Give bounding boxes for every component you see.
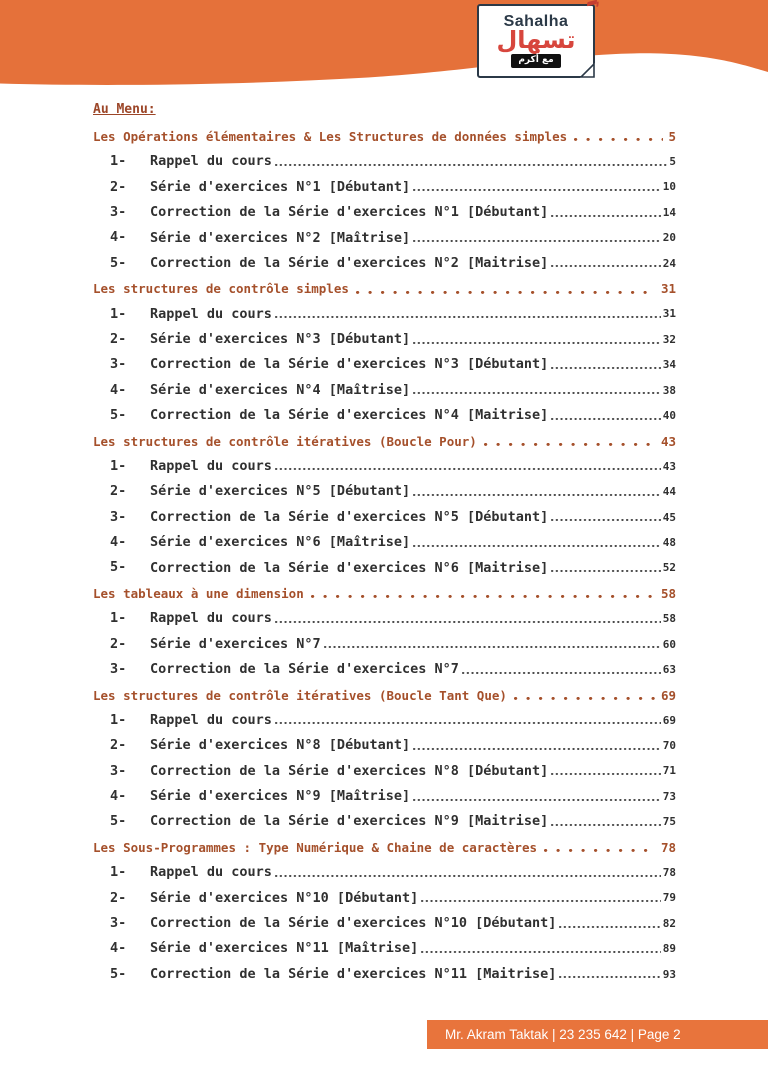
dot-leader bbox=[558, 970, 660, 982]
toc-item[interactable] bbox=[93, 350, 676, 375]
dot-leader bbox=[550, 767, 660, 779]
toc-item[interactable] bbox=[93, 807, 676, 832]
toc-item-label: Correction de la Série d'exercices N°5 [Débutant] bbox=[150, 508, 549, 525]
page-number: 78 bbox=[660, 839, 676, 855]
toc-section-heading[interactable] bbox=[93, 832, 676, 857]
toc-item-label: Correction de la Série d'exercices N°2 [Maitrise] bbox=[150, 254, 549, 271]
toc-item[interactable] bbox=[93, 705, 676, 730]
page-number: 75 bbox=[662, 815, 676, 829]
page-number: 58 bbox=[660, 586, 676, 602]
toc-item-label: Correction de la Série d'exercices N°8 [Débutant] bbox=[150, 762, 549, 779]
dot-leader bbox=[412, 487, 661, 499]
dot-leader bbox=[550, 563, 660, 575]
page-number: 40 bbox=[662, 408, 676, 422]
dot-leader bbox=[412, 233, 661, 245]
toc-item[interactable] bbox=[93, 934, 676, 959]
toc-item-label: Rappel du cours bbox=[150, 610, 272, 627]
dot-leader bbox=[309, 589, 656, 601]
dot-leader bbox=[550, 513, 660, 525]
dot-leader bbox=[512, 690, 656, 702]
toc-item-number: 2- bbox=[110, 178, 127, 195]
toc-item[interactable] bbox=[93, 528, 676, 553]
toc-item-label: Rappel du cours bbox=[150, 458, 272, 475]
page-number: 73 bbox=[662, 789, 676, 803]
dot-leader bbox=[412, 741, 661, 753]
toc-item-number: 5- bbox=[110, 407, 127, 424]
page-number: 24 bbox=[662, 256, 676, 270]
toc-item[interactable] bbox=[93, 629, 676, 654]
brand-logo bbox=[477, 4, 595, 78]
page-number: 10 bbox=[662, 180, 676, 194]
dot-leader bbox=[274, 462, 661, 474]
toc-item-label: Correction de la Série d'exercices N°9 [Maitrise] bbox=[150, 813, 549, 830]
toc-item[interactable] bbox=[93, 553, 676, 578]
toc-item[interactable] bbox=[93, 299, 676, 324]
toc-item[interactable] bbox=[93, 502, 676, 527]
toc-item[interactable] bbox=[93, 731, 676, 756]
toc-item[interactable] bbox=[93, 248, 676, 273]
dot-leader bbox=[550, 208, 660, 220]
page-number: 38 bbox=[662, 383, 676, 397]
toc-item-number: 3- bbox=[110, 203, 127, 220]
page-number: 44 bbox=[662, 485, 676, 499]
page-curl-icon bbox=[580, 63, 595, 78]
toc-item-number: 5- bbox=[110, 559, 127, 576]
toc-item-number: 4- bbox=[110, 381, 127, 398]
toc-item[interactable] bbox=[93, 223, 676, 248]
toc-item-number: 3- bbox=[110, 660, 127, 677]
toc-item[interactable] bbox=[93, 375, 676, 400]
toc-item-label: Correction de la Série d'exercices N°7 bbox=[150, 661, 459, 678]
dot-leader bbox=[550, 259, 660, 271]
page-number: 31 bbox=[662, 307, 676, 321]
toc-item-number: 3- bbox=[110, 508, 127, 525]
dot-leader bbox=[274, 310, 661, 322]
toc-item[interactable] bbox=[93, 401, 676, 426]
toc-item-number: 4- bbox=[110, 229, 127, 246]
dot-leader bbox=[420, 894, 661, 906]
toc-section-title: Les structures de contrôle itératives (Boucle Pour) bbox=[93, 433, 477, 449]
toc-section-title: Les tableaux à une dimension bbox=[93, 586, 304, 602]
toc-item-number: 1- bbox=[110, 457, 127, 474]
toc-item-number: 4- bbox=[110, 787, 127, 804]
toc-section-title: Les Opérations élémentaires & Les Structures de données simples bbox=[93, 129, 568, 145]
toc-item-number: 1- bbox=[110, 864, 127, 881]
dot-leader bbox=[558, 919, 660, 931]
toc-section-title: Les structures de contrôle simples bbox=[93, 281, 349, 297]
page-number: 79 bbox=[662, 891, 676, 905]
toc-item-number: 1- bbox=[110, 610, 127, 627]
brand-name: Sahalha bbox=[503, 13, 569, 31]
toc-section-title: Les structures de contrôle itératives (Boucle Tant Que) bbox=[93, 687, 507, 703]
toc-item-number: 2- bbox=[110, 889, 127, 906]
toc-item-number: 4- bbox=[110, 940, 127, 957]
toc-item-label: Correction de la Série d'exercices N°4 [Maitrise] bbox=[150, 407, 549, 424]
toc-item-number: 5- bbox=[110, 965, 127, 982]
toc-item-label: Rappel du cours bbox=[150, 305, 272, 322]
toc-item-number: 3- bbox=[110, 914, 127, 931]
toc-title: Au Menu: bbox=[93, 102, 156, 118]
toc-item[interactable] bbox=[93, 959, 676, 984]
toc-item-label: Rappel du cours bbox=[150, 153, 272, 170]
page-number: 89 bbox=[662, 942, 676, 956]
page-number: 45 bbox=[662, 510, 676, 524]
page-number: 71 bbox=[662, 764, 676, 778]
page-number: 58 bbox=[662, 612, 676, 626]
page-number: 60 bbox=[662, 637, 676, 651]
toc-item-number: 1- bbox=[110, 711, 127, 728]
dot-leader bbox=[550, 360, 660, 372]
dot-leader bbox=[274, 716, 661, 728]
page-number: 82 bbox=[662, 916, 676, 930]
dot-leader bbox=[412, 792, 661, 804]
toc-item-number: 1- bbox=[110, 153, 127, 170]
toc-item-label: Rappel du cours bbox=[150, 864, 272, 881]
footer-text: Mr. Akram Taktak | 23 235 642 | Page 2 bbox=[445, 1027, 681, 1042]
page-number: 34 bbox=[662, 358, 676, 372]
page-number: 5 bbox=[669, 155, 676, 169]
toc-item-label: Série d'exercices N°9 [Maîtrise] bbox=[150, 788, 411, 805]
dot-leader bbox=[323, 640, 661, 652]
footer-bar bbox=[427, 1020, 768, 1049]
toc-section-heading[interactable] bbox=[93, 274, 676, 299]
page-number: 69 bbox=[662, 713, 676, 727]
toc-item-number: 5- bbox=[110, 254, 127, 271]
toc-section-title: Les Sous-Programmes : Type Numérique & Chaine de caractères bbox=[93, 839, 538, 855]
toc-section-heading[interactable] bbox=[93, 121, 676, 146]
graduation-cap-icon bbox=[587, 0, 597, 6]
toc-item-label: Série d'exercices N°1 [Débutant] bbox=[150, 178, 411, 195]
page-number: 43 bbox=[662, 459, 676, 473]
brand-name-arabic: تسهال bbox=[496, 26, 576, 55]
brand-badge: مع أكرم bbox=[511, 54, 560, 68]
toc-item-label: Rappel du cours bbox=[150, 711, 272, 728]
toc-item-label: Correction de la Série d'exercices N°6 [Maitrise] bbox=[150, 559, 549, 576]
toc-item[interactable] bbox=[93, 604, 676, 629]
toc-item[interactable] bbox=[93, 909, 676, 934]
dot-leader bbox=[550, 411, 660, 423]
toc-item-label: Série d'exercices N°10 [Débutant] bbox=[150, 889, 419, 906]
toc-item-number: 3- bbox=[110, 356, 127, 373]
toc-section-heading[interactable] bbox=[93, 680, 676, 705]
toc-item[interactable] bbox=[93, 655, 676, 680]
toc-item-label: Série d'exercices N°11 [Maîtrise] bbox=[150, 940, 419, 957]
toc-item[interactable] bbox=[93, 172, 676, 197]
toc-item-label: Série d'exercices N°8 [Débutant] bbox=[150, 737, 411, 754]
toc-item[interactable] bbox=[93, 325, 676, 350]
toc-item-label: Série d'exercices N°3 [Débutant] bbox=[150, 331, 411, 348]
page-number: 78 bbox=[662, 866, 676, 880]
toc-item-number: 2- bbox=[110, 737, 127, 754]
dot-leader bbox=[572, 132, 663, 144]
page-number: 93 bbox=[662, 967, 676, 981]
toc-item-label: Série d'exercices N°2 [Maîtrise] bbox=[150, 229, 411, 246]
toc-rows bbox=[93, 121, 676, 984]
toc-item-label: Série d'exercices N°6 [Maîtrise] bbox=[150, 534, 411, 551]
toc-item-label: Série d'exercices N°7 bbox=[150, 635, 321, 652]
toc-item-number: 1- bbox=[110, 305, 127, 322]
page-number: 63 bbox=[662, 662, 676, 676]
toc-item-number: 2- bbox=[110, 483, 127, 500]
dot-leader bbox=[274, 614, 661, 626]
dot-leader bbox=[412, 538, 661, 550]
table-of-contents bbox=[93, 96, 676, 985]
toc-item[interactable] bbox=[93, 756, 676, 781]
dot-leader bbox=[412, 386, 661, 398]
toc-item-number: 2- bbox=[110, 330, 127, 347]
page-number: 48 bbox=[662, 535, 676, 549]
page-number: 14 bbox=[662, 205, 676, 219]
dot-leader bbox=[550, 817, 660, 829]
dot-leader bbox=[461, 665, 661, 677]
dot-leader bbox=[420, 944, 661, 956]
toc-section-heading[interactable] bbox=[93, 578, 676, 603]
dot-leader bbox=[482, 436, 656, 448]
dot-leader bbox=[274, 157, 667, 169]
toc-item-number: 5- bbox=[110, 813, 127, 830]
page-number: 69 bbox=[660, 687, 676, 703]
toc-item-number: 2- bbox=[110, 635, 127, 652]
toc-item-number: 4- bbox=[110, 534, 127, 551]
dot-leader bbox=[542, 843, 656, 855]
page-number: 32 bbox=[662, 332, 676, 346]
dot-leader bbox=[354, 284, 656, 296]
toc-item[interactable] bbox=[93, 198, 676, 223]
toc-item-label: Correction de la Série d'exercices N°10 [Débutant] bbox=[150, 915, 557, 932]
dot-leader bbox=[274, 868, 661, 880]
toc-item-label: Correction de la Série d'exercices N°1 [Débutant] bbox=[150, 204, 549, 221]
page-number: 52 bbox=[662, 561, 676, 575]
toc-item-number: 3- bbox=[110, 762, 127, 779]
page-number: 43 bbox=[660, 433, 676, 449]
header-banner bbox=[0, 0, 768, 95]
page-number: 70 bbox=[662, 739, 676, 753]
toc-item-label: Correction de la Série d'exercices N°3 [Débutant] bbox=[150, 356, 549, 373]
toc-item[interactable] bbox=[93, 883, 676, 908]
toc-item[interactable] bbox=[93, 477, 676, 502]
toc-item[interactable] bbox=[93, 782, 676, 807]
toc-item[interactable] bbox=[93, 858, 676, 883]
toc-item-label: Correction de la Série d'exercices N°11 [Maitrise] bbox=[150, 965, 557, 982]
toc-section-heading[interactable] bbox=[93, 426, 676, 451]
dot-leader bbox=[412, 183, 661, 195]
dot-leader bbox=[412, 335, 661, 347]
toc-item-label: Série d'exercices N°5 [Débutant] bbox=[150, 483, 411, 500]
page-number: 31 bbox=[660, 281, 676, 297]
page-number: 20 bbox=[662, 231, 676, 245]
toc-item-label: Série d'exercices N°4 [Maîtrise] bbox=[150, 381, 411, 398]
toc-item[interactable] bbox=[93, 147, 676, 172]
toc-item[interactable] bbox=[93, 451, 676, 476]
page-number: 5 bbox=[668, 129, 676, 145]
